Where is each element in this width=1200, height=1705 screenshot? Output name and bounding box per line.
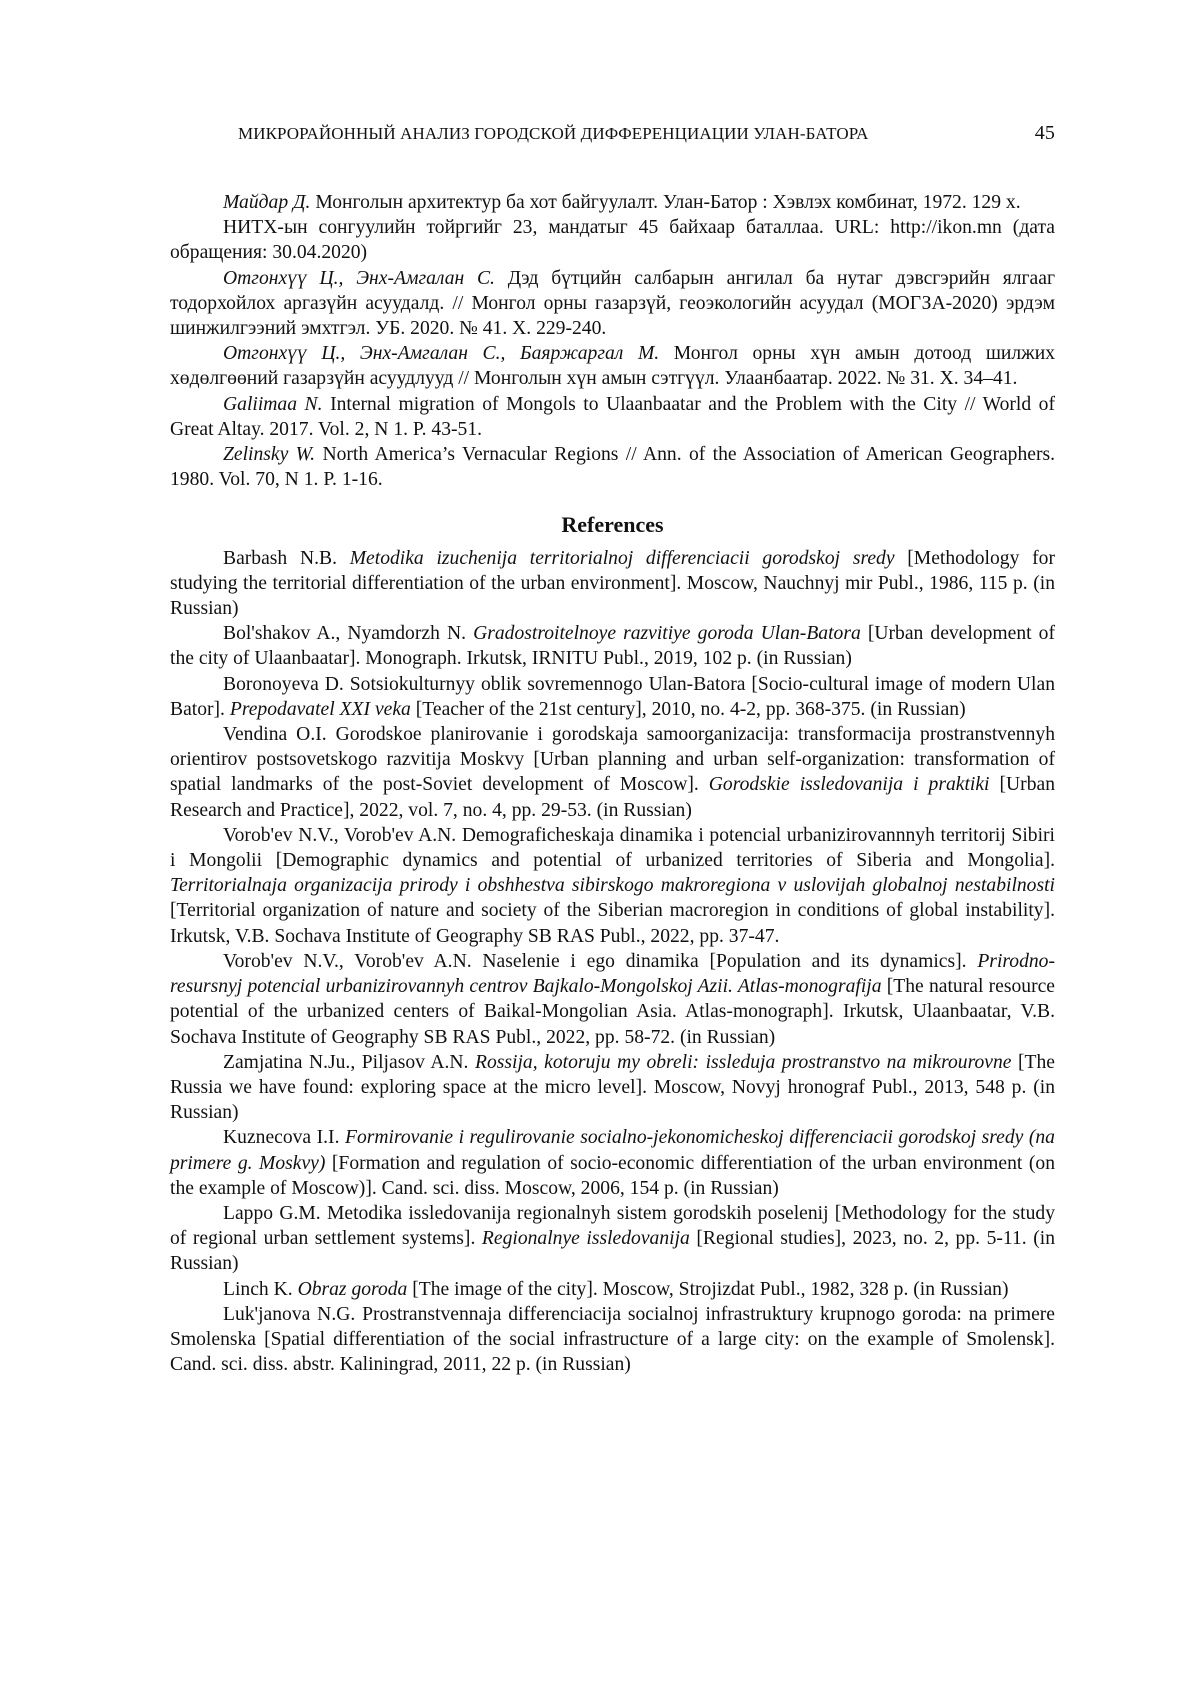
entry-text: [Territorial organization of nature and society of the Siberian macroregion in conditions of global instability]. Irkutsk, V.B. Sochava Institute of Geography SB RAS Publ., 2022, pp. 37-47. [170, 900, 1055, 946]
literature-entry [170, 215, 1055, 265]
title-italic: Rossija, kotoruju my obreli: issleduja prostranstvo na mikrourovne [475, 1052, 1011, 1073]
entry-text: Vorob'ev N.V., Vorob'ev A.N. Naselenie i ego dinamika [Population and its dynamics]. [223, 951, 977, 972]
reference-entry [170, 1201, 1055, 1277]
reference-entry [170, 1050, 1055, 1126]
entry-text: Linch K. [223, 1279, 298, 1300]
reference-entry [170, 1125, 1055, 1201]
title-italic: Prepodavatel XXI veka [230, 699, 411, 720]
references-heading: References [170, 512, 1055, 537]
entry-text: [The natural resource potential of the urbanized centers of Baikal-Mongolian Asia. Atlas-monograph]. Irkutsk, Ulaanbaatar, V.B. Sochava Institute of Geography SB RAS Publ., 2022, pp. 58-72. (in Russian) [170, 976, 1055, 1047]
literature-entry [170, 266, 1055, 342]
entry-text: Boronoyeva D. Sotsiokulturnyy oblik sovremennogo Ulan-Batora [Socio-cultural image of modern Ulan Bator]. [170, 674, 1055, 720]
entry-text: Vendina O.I. Gorodskoe planirovanie i gorodskaja samoorganizacija: transformacija prostranstvennyh orientirov postsovetskogo razvitija Moskvy [Urban planning and urban self-organization: transformation of spatial landmarks of the post-Soviet development of Moscow]. [170, 724, 1055, 795]
entry-text: Kuznecova I.I. [223, 1127, 345, 1148]
entry-text: Монгол орны хүн амын дотоод шилжих хөдөлгөөний газарзүйн асуудлууд // Монголын хүн амын сэтгүүл. Улаанбаатар. 2022. № 31. Х. 34–41. [170, 343, 1055, 389]
entry-text: Vorob'ev N.V., Vorob'ev A.N. Demograficheskaja dinamika i potencial urbanizirovannnyh territorij Sibiri i Mongolii [Demographic dynamics and potential of urbanized territories of Siberia and Mongolia]. [170, 825, 1055, 871]
entry-text: [Methodology for studying the territorial differentiation of the urban environment]. Moscow, Nauchnyj mir Publ., 1986, 115 p. (in Russian) [170, 548, 1055, 619]
entry-text: Bol'shakov A., Nyamdorzh N. [223, 623, 473, 644]
entry-text: Монголын архитектур ба хот байгуулалт. Улан-Батор : Хэвлэх комбинат, 1972. 129 х. [310, 192, 1020, 213]
entry-text: Barbash N.B. [223, 548, 350, 569]
title-italic: Territorialnaja organizacija prirody i obshhestva sibirskogo makroregiona v uslovijah globalnoj nestabilnosti [170, 875, 1055, 896]
entry-text: Internal migration of Mongols to Ulaanbaatar and the Problem with the City // World of Great Altay. 2017. Vol. 2, N 1. P. 43-51. [170, 394, 1055, 440]
page [0, 0, 1200, 1705]
reference-entry [170, 949, 1055, 1050]
entry-text: Lappo G.M. Metodika issledovanija regionalnyh sistem gorodskih poselenij [Methodology for the study of regional urban settlement systems]. [170, 1203, 1055, 1249]
author-italic: Отгонхүү Ц., Энх-Амгалан С., Баяржаргал М. [223, 343, 659, 364]
entry-text: Дэд бүтцийн салбарын ангилал ба нутаг дэвсгэрийн ялгааг тодорхойлох аргазүйн асуудалд. // Монгол орны газарзүй, геоэкологийн асуудал (МОГЗА-2020) эрдэм шинжилгээний эмхтгэл. УБ. 2020. № 41. Х. 229-240. [170, 268, 1055, 339]
entry-text: [The Russia we have found: exploring space at the micro level]. Moscow, Novyj hronograf Publ., 2013, 548 p. (in Russian) [170, 1052, 1055, 1123]
entry-text: НИТХ-ын сонгуулийн тойргийг 23, мандатыг 45 байхаар баталлаа. URL: http://ikon.mn (дата обращения: 30.04.2020) [170, 217, 1055, 263]
title-italic: Formirovanie i regulirovanie socialno-jekonomicheskoj differenciacii gorodskoj sredy (na primere g. Moskvy) [170, 1127, 1055, 1173]
entry-text: [Teacher of the 21st century], 2010, no. 4-2, pp. 368-375. (in Russian) [411, 699, 966, 720]
body-text [170, 190, 1055, 1377]
literature-entry [170, 341, 1055, 391]
literature-entry [170, 190, 1055, 215]
entry-text: North America’s Vernacular Regions // Ann. of the Association of American Geographers. 1980. Vol. 70, N 1. P. 1-16. [170, 444, 1055, 490]
title-italic: Regionalnye issledovanija [482, 1228, 690, 1249]
reference-entry [170, 823, 1055, 949]
title-italic: Prirodno-resursnyj potencial urbanizirovannyh centrov Bajkalo-Mongolskoj Azii. Atlas-monografija [170, 951, 1055, 997]
literature-entry [170, 442, 1055, 492]
page-number: 45 [1035, 122, 1055, 145]
title-italic: Gorodskie issledovanija i praktiki [709, 774, 990, 795]
entry-text: [The image of the city]. Moscow, Strojizdat Publ., 1982, 328 p. (in Russian) [407, 1279, 1008, 1300]
literature-entry [170, 392, 1055, 442]
entry-text: [Formation and regulation of socio-economic differentiation of the urban environment (on the example of Moscow)]. Cand. sci. diss. Moscow, 2006, 154 p. (in Russian) [170, 1153, 1055, 1199]
entry-text: Luk'janova N.G. Prostranstvennaja differenciacija socialnoj infrastruktury krupnogo goroda: na primere Smolenska [Spatial differentiation of the social infrastructure of a large city: on the example of Smolensk]. Cand. sci. diss. abstr. Kaliningrad, 2011, 22 p. (in Russian) [170, 1304, 1055, 1375]
entry-text: [Urban development of the city of Ulaanbaatar]. Monograph. Irkutsk, IRNITU Publ., 2019, 102 p. (in Russian) [170, 623, 1055, 669]
author-italic: Zelinsky W. [223, 444, 315, 465]
author-italic: Майдар Д. [223, 192, 310, 213]
reference-entry [170, 621, 1055, 671]
reference-entry [170, 1302, 1055, 1378]
references-list [170, 546, 1055, 1378]
reference-entry [170, 722, 1055, 823]
title-italic: Gradostroitelnoye razvitiye goroda Ulan-Batora [473, 623, 861, 644]
title-italic: Obraz goroda [298, 1279, 408, 1300]
entry-text: Zamjatina N.Ju., Piljasov A.N. [223, 1052, 475, 1073]
literature-list [170, 190, 1055, 492]
author-italic: Отгонхүү Ц., Энх-Амгалан С. [223, 268, 495, 289]
author-italic: Galiimaa N. [223, 394, 323, 415]
reference-entry [170, 1277, 1055, 1302]
title-italic: Metodika izuchenija territorialnoj differenciacii gorodskoj sredy [350, 548, 895, 569]
running-title: МИКРОРАЙОННЫЙ АНАЛИЗ ГОРОДСКОЙ ДИФФЕРЕНЦИАЦИИ УЛАН-БАТОРА [238, 124, 869, 144]
reference-entry [170, 672, 1055, 722]
entry-text: [Regional studies], 2023, no. 2, pp. 5-11. (in Russian) [170, 1228, 1055, 1274]
reference-entry [170, 546, 1055, 622]
entry-text: [Urban Research and Practice], 2022, vol. 7, no. 4, pp. 29-53. (in Russian) [170, 774, 1055, 820]
